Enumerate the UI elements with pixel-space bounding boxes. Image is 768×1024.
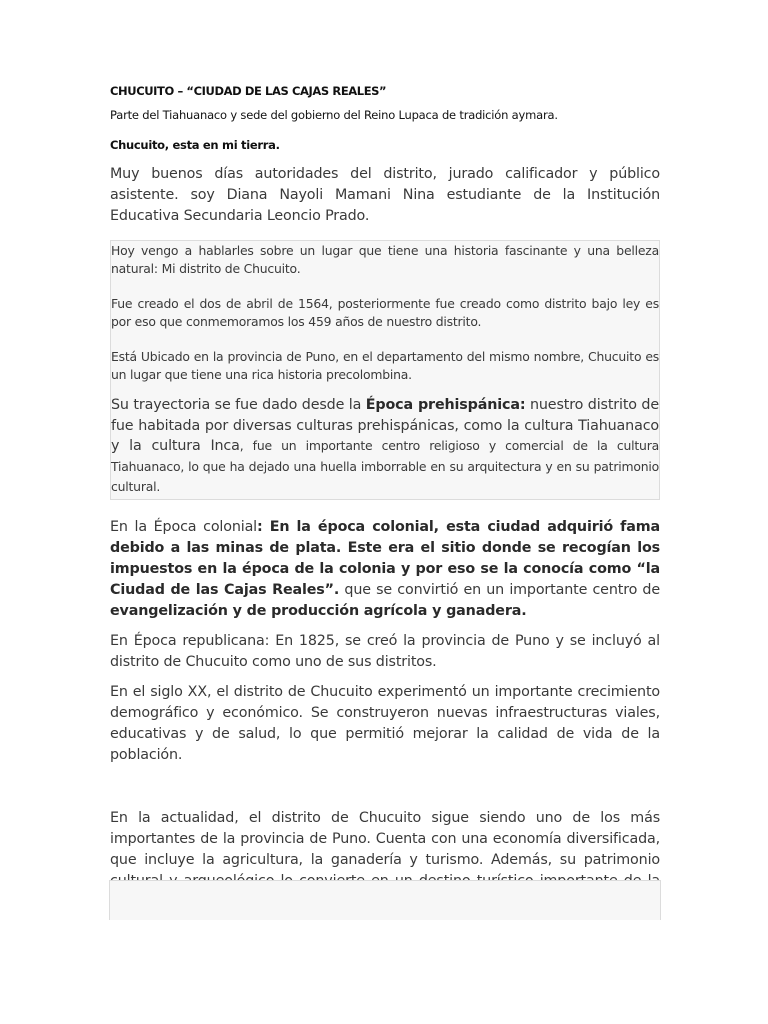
box-paragraph-3: Está Ubicado en la provincia de Puno, en el departamento del mismo nombre, Chucuito es un lugar que tiene una rica historia precolombina. xyxy=(111,349,659,382)
prehispanic-text: nuestro distrito de fue habitada por diversas culturas prehispánicas, como la cultura Tiahuanaco y la cultura Inca xyxy=(111,397,660,454)
empty-box xyxy=(109,880,661,920)
document-subtitle: Parte del Tiahuanaco y sede del gobierno del Reino Lupaca de tradición aymara. xyxy=(110,108,558,122)
colonial-text: que se convirtió en un importante centro de xyxy=(339,581,661,598)
colonial-label: En la Época colonial xyxy=(110,518,258,535)
box-paragraph-4 xyxy=(111,395,659,498)
document-motto: Chucuito, esta en mi tierra. xyxy=(110,138,280,152)
intro-paragraph: Muy buenos días autoridades del distrito, jurado calificador y público asistente. soy Diana Nayoli Mamani Nina estudiante de la Institución Educativa Secundaria Leoncio Prado. xyxy=(110,166,660,224)
box-paragraph-2: Fue creado el dos de abril de 1564, posteriormente fue creado como distrito bajo ley es por eso que conmemoramos los 459 años de nuestro distrito. xyxy=(111,296,659,329)
prehispanic-text-small: , fue un importante centro religioso y comercial de la cultura Tiahuanaco, lo que ha dejado una huella imborrable en su arquitectura y en su patrimonio cultural. xyxy=(111,438,659,494)
today-paragraph: En la actualidad, el distrito de Chucuito sigue siendo uno de los más importantes de la provincia de Puno. Cuenta con una economía diversificada, que incluye la agricultura, la ganadería y turismo. Además, su patrimonio xyxy=(110,809,660,868)
colonial-paragraph xyxy=(110,517,660,622)
document-title: CHUCUITO – “CIUDAD DE LAS CAJAS REALES” xyxy=(110,84,387,98)
highlighted-box xyxy=(110,240,660,500)
document-page xyxy=(110,84,660,913)
colonial-bold-end: evangelización y de producción agrícola y ganadera. xyxy=(110,602,527,619)
century-paragraph: En el siglo XX, el distrito de Chucuito experimentó un importante crecimiento demográfico y económico. Se construyeron nuevas infraestructuras viales, educativas y de salud, lo que permitió mejorar la calidad de vida de la población. xyxy=(110,683,660,763)
box-paragraph-1: Hoy vengo a hablarles sobre un lugar que tiene una historia fascinante y una belleza natural: Mi distrito de Chucuito. xyxy=(111,243,659,276)
colonial-bold-text: : En la época colonial, esta ciudad adquirió fama debido a las minas de plata. Este era el sitio donde se recogían los impuestos en la época de la colonia y por eso se la conocía como “la Ciudad de las Cajas Reales”. xyxy=(110,518,660,598)
prehispanic-heading: Época prehispánica: xyxy=(365,397,526,413)
prehispanic-intro: Su trayectoria se fue dado desde la xyxy=(111,397,366,413)
republic-paragraph: En Época republicana: En 1825, se creó la provincia de Puno y se incluyó al distrito de Chucuito como uno de sus distritos. xyxy=(110,632,660,670)
